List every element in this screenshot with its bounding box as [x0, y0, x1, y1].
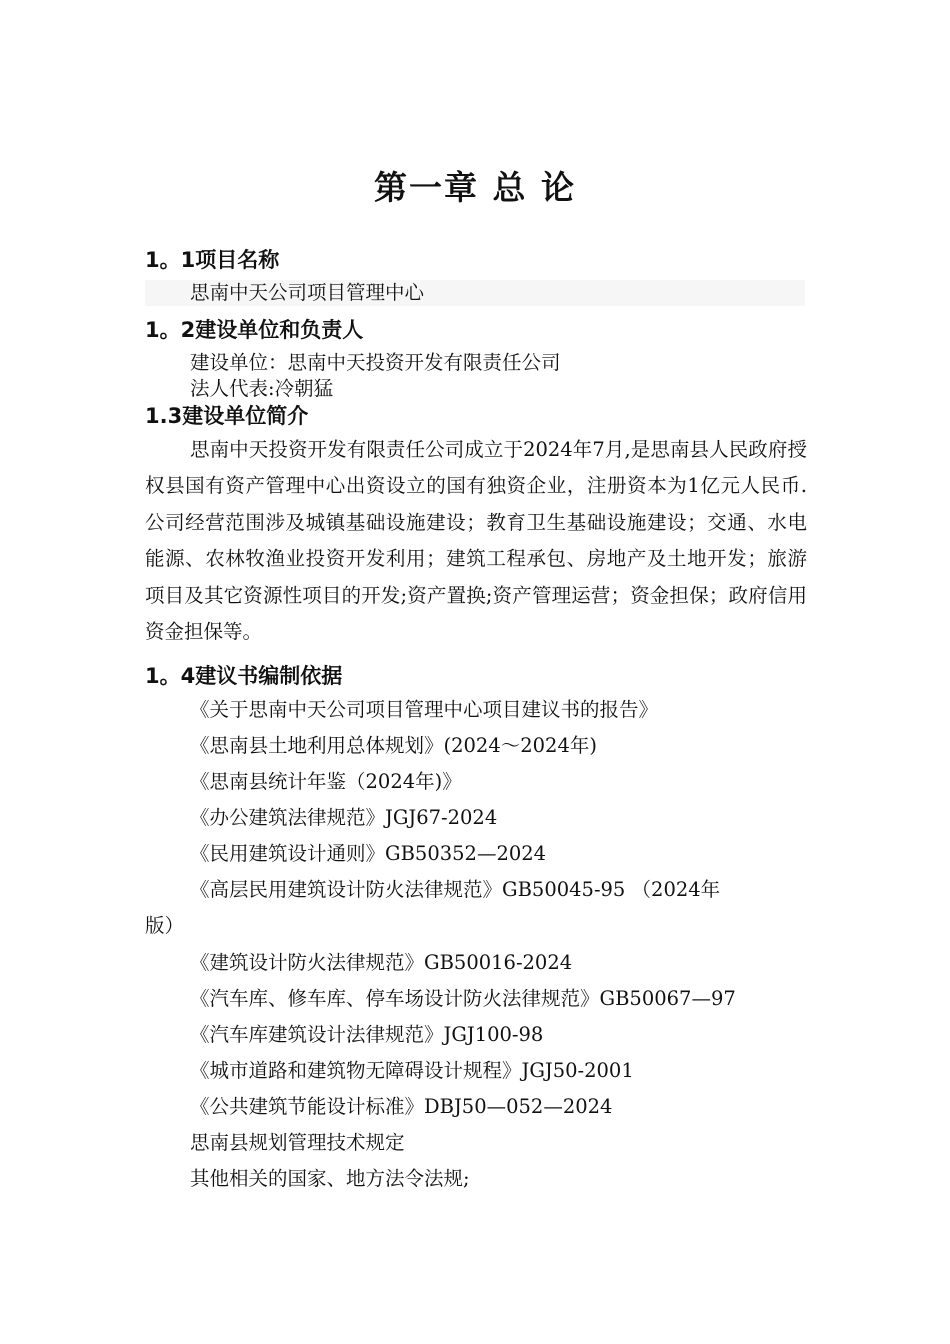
- project-name: 思南中天公司项目管理中心: [190, 281, 425, 304]
- company-profile-paragraph: 思南中天投资开发有限责任公司成立于2024年7月,是思南县人民政府授权县国有资产管理中心出资设立的国有独资企业，注册资本为1亿元人民币.公司经营范围涉及城镇基础设施建设；教育卫生基础设施建设；交通、水电能源、农林牧渔业投资开发利用；建筑工程承包、房地产及土地开发；旅游项目及其它资源性项目的开发;资产置换;资产管理运营；资金担保；政府信用资金担保等。: [145, 438, 807, 644]
- basis-item: 《汽车库建筑设计法律规范》JGJ100-98: [190, 1023, 544, 1046]
- section-heading-1-2: 1。2建设单位和负责人: [145, 318, 364, 342]
- construction-unit: 建设单位：思南中天投资开发有限责任公司: [190, 351, 561, 374]
- basis-item: 《思南县土地利用总体规划》(2024～2024年): [190, 734, 597, 757]
- basis-item: 《建筑设计防火法律规范》GB50016-2024: [190, 951, 573, 974]
- basis-item: 《高层民用建筑设计防火法律规范》GB50045-95 （2024年: [190, 878, 721, 901]
- basis-item: 《公共建筑节能设计标准》DBJ50—052—2024: [190, 1095, 613, 1118]
- legal-representative: 法人代表:冷朝猛: [190, 377, 334, 400]
- basis-item: 《思南县统计年鉴（2024年)》: [190, 770, 462, 793]
- basis-item: 《民用建筑设计通则》GB50352—2024: [190, 842, 547, 865]
- basis-item: 《办公建筑法律规范》JGJ67-2024: [190, 806, 498, 829]
- basis-item: 《城市道路和建筑物无障碍设计规程》JGJ50-2001: [190, 1059, 634, 1082]
- chapter-title: 第一章 总 论: [374, 168, 576, 207]
- basis-item: 《关于思南中天公司项目管理中心项目建议书的报告》: [190, 698, 659, 721]
- project-name-line: [145, 280, 805, 306]
- section-heading-1-3: 1.3建设单位简介: [145, 404, 309, 428]
- basis-item: 其他相关的国家、地方法令法规;: [190, 1167, 470, 1190]
- basis-item-continuation: 版）: [145, 914, 185, 937]
- basis-item: 思南县规划管理技术规定: [190, 1131, 405, 1154]
- section-heading-1-1: 1。1项目名称: [145, 248, 280, 272]
- section-heading-1-4: 1。4建议书编制依据: [145, 664, 343, 688]
- basis-item: 《汽车库、修车库、停车场设计防火法律规范》GB50067—97: [190, 987, 736, 1010]
